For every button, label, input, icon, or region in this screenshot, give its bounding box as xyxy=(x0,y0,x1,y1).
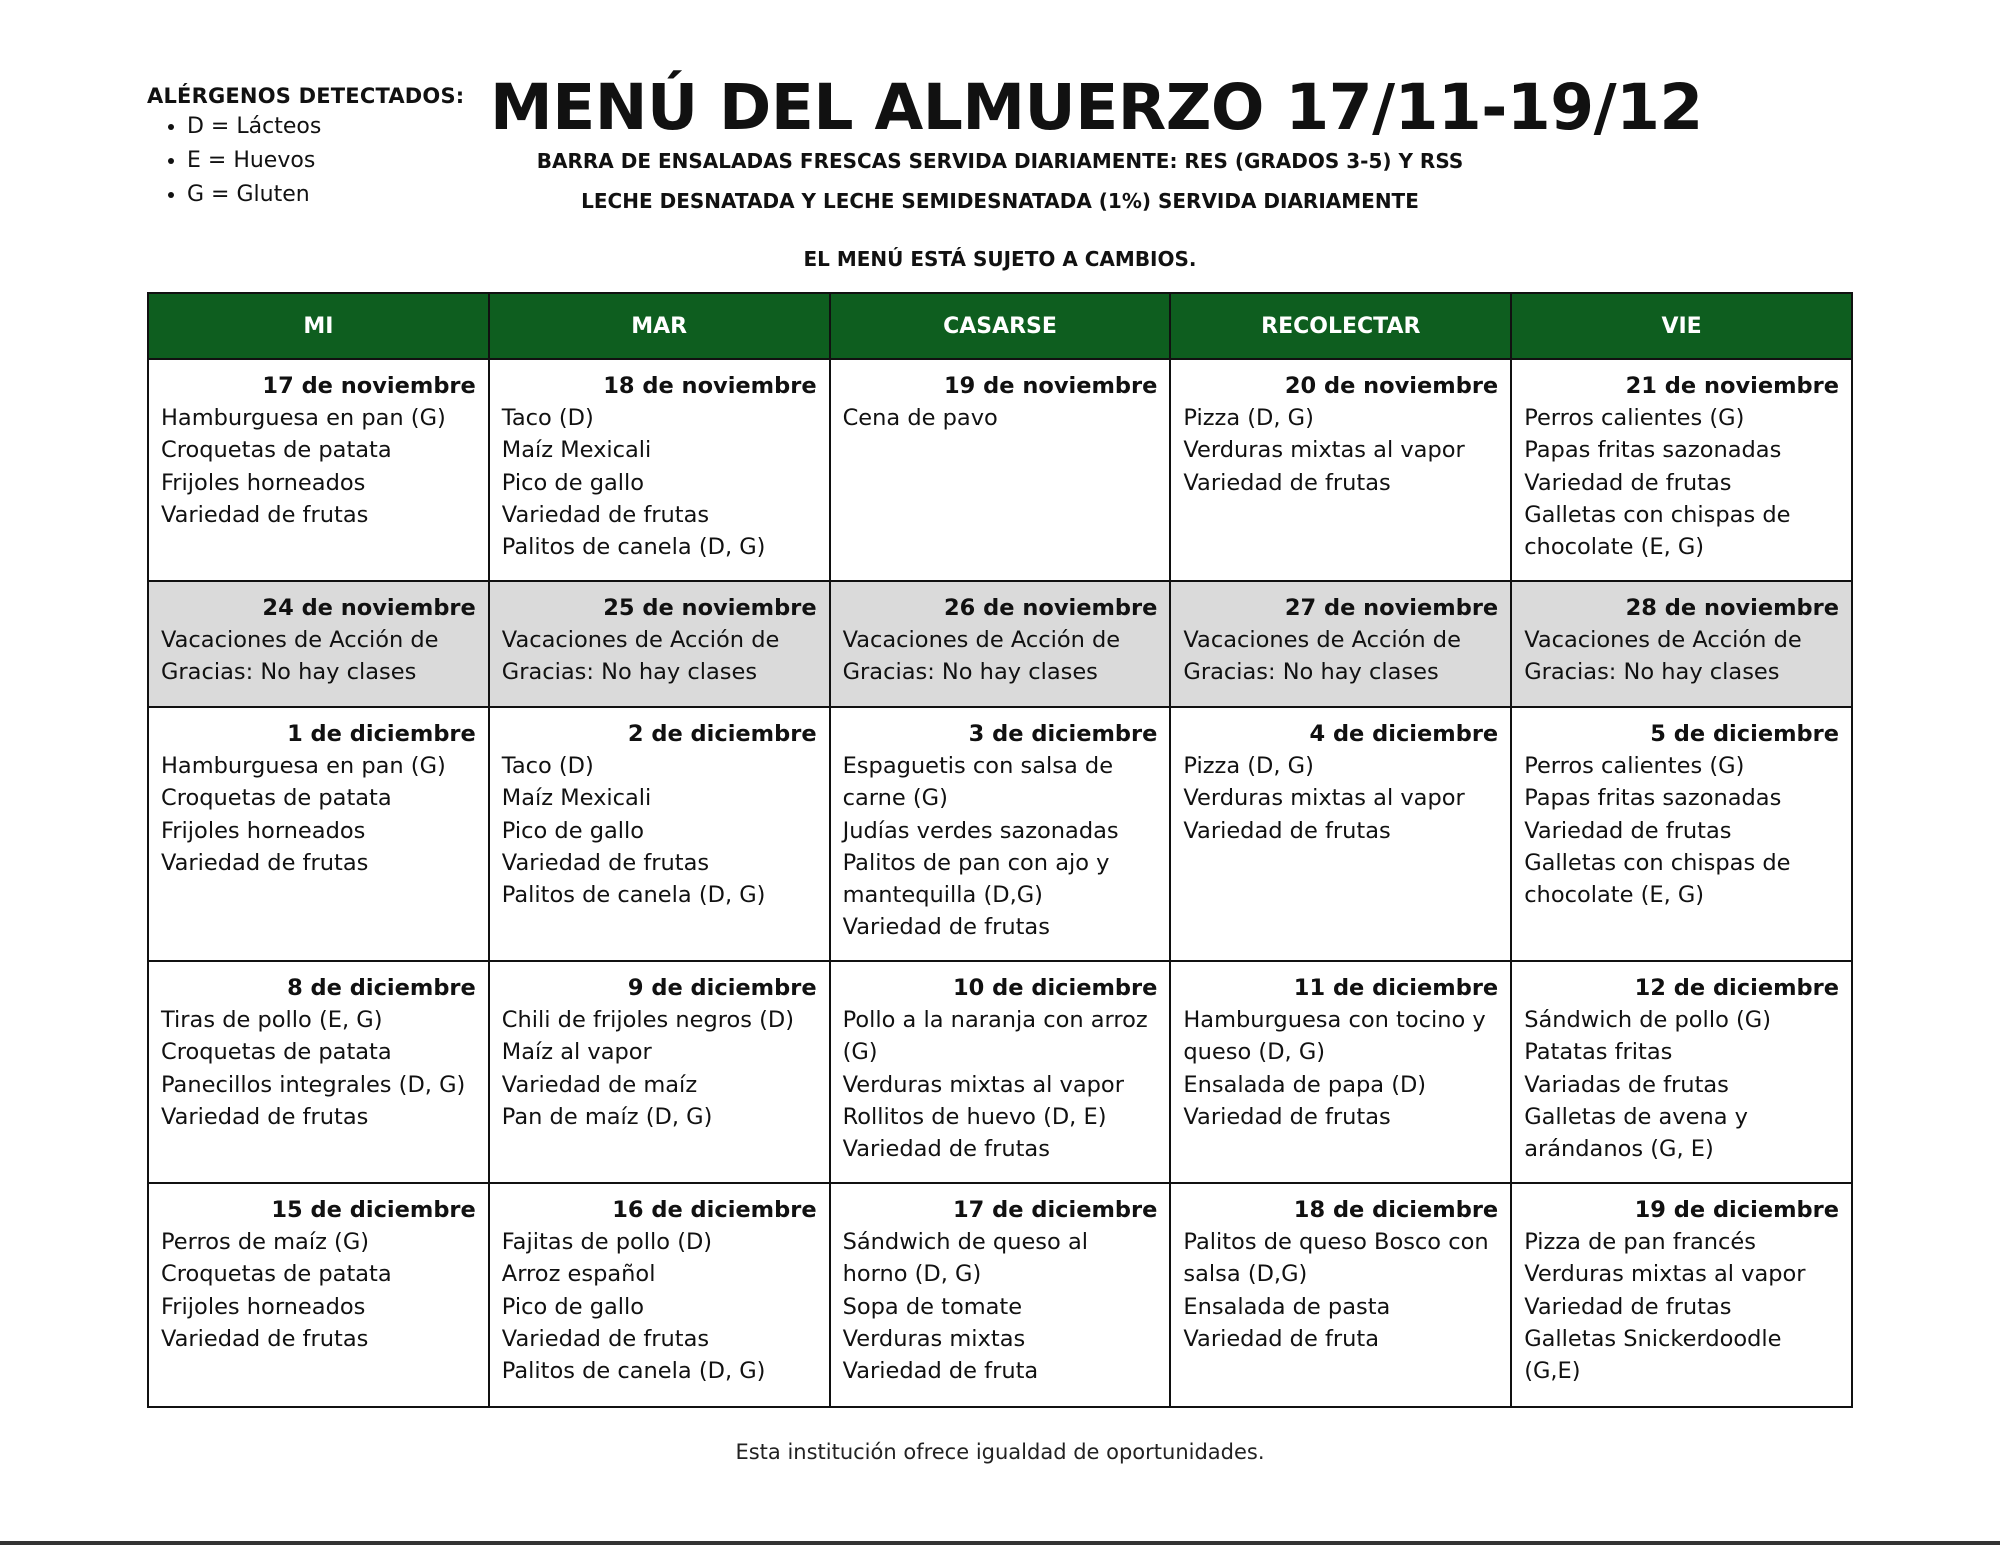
day-cell xyxy=(489,1183,830,1407)
menu-item: Pan de maíz (D, G) xyxy=(501,1103,713,1130)
menu-item: Galletas con chispas de chocolate (E, G) xyxy=(1524,501,1791,561)
menu-item: Variedad de frutas xyxy=(1183,817,1391,844)
menu-item: Verduras mixtas al vapor xyxy=(1183,437,1465,464)
day-cell xyxy=(830,359,1171,581)
day-date: 26 de noviembre xyxy=(944,595,1158,621)
menu-item: Vacaciones de Acción de Gracias: No hay clases xyxy=(842,627,1121,686)
day-cell xyxy=(148,1183,489,1407)
menu-item: Vacaciones de Acción de Gracias: No hay clases xyxy=(1524,627,1802,686)
day-cell xyxy=(1511,1183,1852,1407)
menu-item: Pizza (D, G) xyxy=(1183,753,1314,780)
day-date: 15 de diciembre xyxy=(271,1197,476,1223)
menu-item: Perros calientes (G) xyxy=(1524,753,1745,780)
menu-item: Frijoles horneados xyxy=(161,817,366,844)
menu-item: Galletas con chispas de chocolate (E, G) xyxy=(1524,849,1791,909)
day-cell xyxy=(148,359,489,581)
menu-item: Variedad de frutas xyxy=(501,501,710,528)
milk-note: LECHE DESNATADA Y LECHE SEMIDESNATADA (1%) SERVIDA DIARIAMENTE xyxy=(581,189,1419,213)
day-date: 25 de noviembre xyxy=(603,595,817,621)
day-cell xyxy=(1170,359,1511,581)
menu-item: Panecillos integrales (D, G) xyxy=(161,1071,466,1098)
day-date: 28 de noviembre xyxy=(1625,595,1839,621)
menu-item: Pizza (D, G) xyxy=(1183,405,1314,432)
menu-item: Pizza de pan francés xyxy=(1524,1229,1756,1256)
menu-item: Variedad de frutas xyxy=(161,1325,369,1352)
menu-item: Croquetas de patata xyxy=(161,785,392,812)
day-cell xyxy=(489,359,830,581)
menu-item: Pico de gallo xyxy=(501,817,645,844)
menu-item: Vacaciones de Acción de Gracias: No hay clases xyxy=(1183,627,1461,686)
menu-item: Ensalada de papa (D) xyxy=(1183,1071,1427,1098)
menu-item: Variedad de frutas xyxy=(1183,469,1391,496)
menu-item: Hamburguesa en pan (G) xyxy=(161,405,446,432)
day-date: 17 de noviembre xyxy=(262,373,476,399)
page-title: MENÚ DEL ALMUERZO 17/11-19/12 xyxy=(490,71,1703,144)
menu-item: Perros calientes (G) xyxy=(1524,405,1745,432)
menu-item: Pollo a la naranja con arroz (G) xyxy=(842,1007,1148,1066)
menu-item: Variedad de frutas xyxy=(842,914,1050,941)
day-cell xyxy=(1511,581,1852,707)
day-date: 19 de noviembre xyxy=(944,373,1158,399)
menu-item: Maíz Mexicali xyxy=(501,785,652,812)
menu-item: Variedad de frutas xyxy=(501,1325,710,1352)
lunch-menu-table xyxy=(147,292,1853,1408)
day-cell xyxy=(489,581,830,707)
weekday-header: MAR xyxy=(489,293,830,359)
menu-item: Taco (D) xyxy=(501,405,594,432)
day-cell xyxy=(148,581,489,707)
menu-item: Papas fritas sazonadas xyxy=(1524,437,1782,464)
day-cell xyxy=(830,961,1171,1183)
day-cell xyxy=(1170,1183,1511,1407)
day-cell xyxy=(1170,961,1511,1183)
bottom-divider xyxy=(0,1541,2000,1545)
menu-item: Palitos de pan con ajo y mantequilla (D,G) xyxy=(842,849,1110,909)
day-cell xyxy=(830,707,1171,961)
day-cell xyxy=(148,707,489,961)
menu-item: Variedad de fruta xyxy=(842,1358,1039,1385)
day-date: 19 de diciembre xyxy=(1634,1197,1839,1223)
menu-item: Taco (D) xyxy=(501,753,594,780)
menu-item: Frijoles horneados xyxy=(161,469,366,496)
week-row xyxy=(148,707,1852,961)
weekday-header: CASARSE xyxy=(830,293,1171,359)
day-cell xyxy=(1511,961,1852,1183)
menu-item: Variadas de frutas xyxy=(1524,1071,1729,1098)
menu-item: Espaguetis con salsa de carne (G) xyxy=(842,753,1114,812)
menu-item: Judías verdes sazonadas xyxy=(842,817,1119,844)
day-date: 10 de diciembre xyxy=(953,975,1158,1001)
menu-item: Verduras mixtas al vapor xyxy=(842,1071,1124,1098)
day-cell xyxy=(1511,359,1852,581)
day-date: 17 de diciembre xyxy=(953,1197,1158,1223)
menu-item: Galletas de avena y arándanos (G, E) xyxy=(1524,1103,1748,1163)
allergen-item: • G = Gluten xyxy=(187,178,477,212)
weekday-header-row xyxy=(148,293,1852,359)
menu-item: Maíz al vapor xyxy=(501,1039,652,1066)
menu-item: Cena de pavo xyxy=(842,405,998,432)
week-row xyxy=(148,1183,1852,1407)
menu-item: Galletas Snickerdoodle (G,E) xyxy=(1524,1325,1782,1385)
day-date: 12 de diciembre xyxy=(1634,975,1839,1001)
menu-item: Tiras de pollo (E, G) xyxy=(161,1007,383,1034)
menu-item: Variedad de frutas xyxy=(842,1136,1050,1163)
menu-item: Fajitas de pollo (D) xyxy=(501,1229,713,1256)
menu-item: Ensalada de pasta xyxy=(1183,1293,1391,1320)
menu-item: Croquetas de patata xyxy=(161,1039,392,1066)
day-cell xyxy=(1170,707,1511,961)
day-date: 2 de diciembre xyxy=(627,721,817,747)
menu-item: Palitos de canela (D, G) xyxy=(501,534,766,561)
equal-opportunity-note: Esta institución ofrece igualdad de oportunidades. xyxy=(735,1440,1265,1464)
menu-item: Verduras mixtas xyxy=(842,1325,1026,1352)
menu-item: Variedad de frutas xyxy=(1524,1293,1732,1320)
menu-change-note: EL MENÚ ESTÁ SUJETO A CAMBIOS. xyxy=(803,247,1197,271)
menu-item: Patatas fritas xyxy=(1524,1039,1673,1066)
day-date: 18 de noviembre xyxy=(603,373,817,399)
menu-item: Hamburguesa con tocino y queso (D, G) xyxy=(1183,1007,1486,1066)
menu-item: Variedad de frutas xyxy=(1183,1103,1391,1130)
menu-item: Sándwich de queso al horno (D, G) xyxy=(842,1229,1088,1288)
menu-item: Variedad de frutas xyxy=(1524,469,1732,496)
menu-item: Croquetas de patata xyxy=(161,437,392,464)
weekday-header: MI xyxy=(148,293,489,359)
menu-item: Vacaciones de Acción de Gracias: No hay clases xyxy=(501,627,780,686)
allergen-item: • D = Lácteos xyxy=(187,110,477,144)
holiday-week-row xyxy=(148,581,1852,707)
menu-item: Palitos de canela (D, G) xyxy=(501,1358,766,1385)
menu-item: Variedad de frutas xyxy=(161,1103,369,1130)
menu-item: Vacaciones de Acción de Gracias: No hay clases xyxy=(161,627,439,686)
menu-item: Verduras mixtas al vapor xyxy=(1524,1261,1806,1288)
day-date: 9 de diciembre xyxy=(627,975,817,1001)
weekday-header: RECOLECTAR xyxy=(1170,293,1511,359)
menu-item: Papas fritas sazonadas xyxy=(1524,785,1782,812)
day-date: 8 de diciembre xyxy=(287,975,476,1001)
day-cell xyxy=(148,961,489,1183)
menu-item: Frijoles horneados xyxy=(161,1293,366,1320)
menu-item: Pico de gallo xyxy=(501,1293,645,1320)
day-date: 27 de noviembre xyxy=(1284,595,1499,621)
day-date: 4 de diciembre xyxy=(1309,721,1499,747)
menu-item: Chili de frijoles negros (D) xyxy=(501,1007,795,1034)
day-cell xyxy=(830,581,1171,707)
menu-item: Sopa de tomate xyxy=(842,1293,1023,1320)
menu-item: Perros de maíz (G) xyxy=(161,1229,370,1256)
day-cell xyxy=(489,961,830,1183)
day-date: 21 de noviembre xyxy=(1625,373,1839,399)
day-date: 1 de diciembre xyxy=(287,721,476,747)
menu-item: Palitos de queso Bosco con salsa (D,G) xyxy=(1183,1229,1489,1288)
menu-item: Sándwich de pollo (G) xyxy=(1524,1007,1771,1034)
menu-item: Verduras mixtas al vapor xyxy=(1183,785,1465,812)
menu-item: Variedad de fruta xyxy=(1183,1325,1379,1352)
menu-item: Variedad de maíz xyxy=(501,1071,698,1098)
day-cell xyxy=(1170,581,1511,707)
day-date: 18 de diciembre xyxy=(1293,1197,1499,1223)
day-date: 24 de noviembre xyxy=(262,595,476,621)
menu-weeks xyxy=(148,359,1852,1407)
day-date: 16 de diciembre xyxy=(612,1197,817,1223)
day-cell xyxy=(830,1183,1171,1407)
day-date: 11 de diciembre xyxy=(1293,975,1499,1001)
weekday-header: VIE xyxy=(1511,293,1852,359)
menu-item: Variedad de frutas xyxy=(1524,817,1732,844)
menu-item: Palitos de canela (D, G) xyxy=(501,882,766,909)
day-cell xyxy=(489,707,830,961)
menu-item: Arroz español xyxy=(501,1261,656,1288)
menu-item: Variedad de frutas xyxy=(161,849,369,876)
week-row xyxy=(148,961,1852,1183)
menu-item: Croquetas de patata xyxy=(161,1261,392,1288)
menu-item: Pico de gallo xyxy=(501,469,645,496)
day-date: 5 de diciembre xyxy=(1650,721,1839,747)
allergen-item: • E = Huevos xyxy=(187,144,477,178)
day-date: 20 de noviembre xyxy=(1284,373,1499,399)
menu-item: Variedad de frutas xyxy=(501,849,710,876)
salad-bar-note: BARRA DE ENSALADAS FRESCAS SERVIDA DIARIAMENTE: RES (GRADOS 3-5) Y RSS xyxy=(536,149,1464,173)
day-cell xyxy=(1511,707,1852,961)
day-date: 3 de diciembre xyxy=(968,721,1158,747)
menu-item: Hamburguesa en pan (G) xyxy=(161,753,446,780)
menu-item: Variedad de frutas xyxy=(161,501,369,528)
menu-item: Maíz Mexicali xyxy=(501,437,652,464)
week-row xyxy=(148,359,1852,581)
menu-item: Rollitos de huevo (D, E) xyxy=(842,1103,1107,1130)
allergen-legend-title: ALÉRGENOS DETECTADOS: xyxy=(147,84,465,108)
